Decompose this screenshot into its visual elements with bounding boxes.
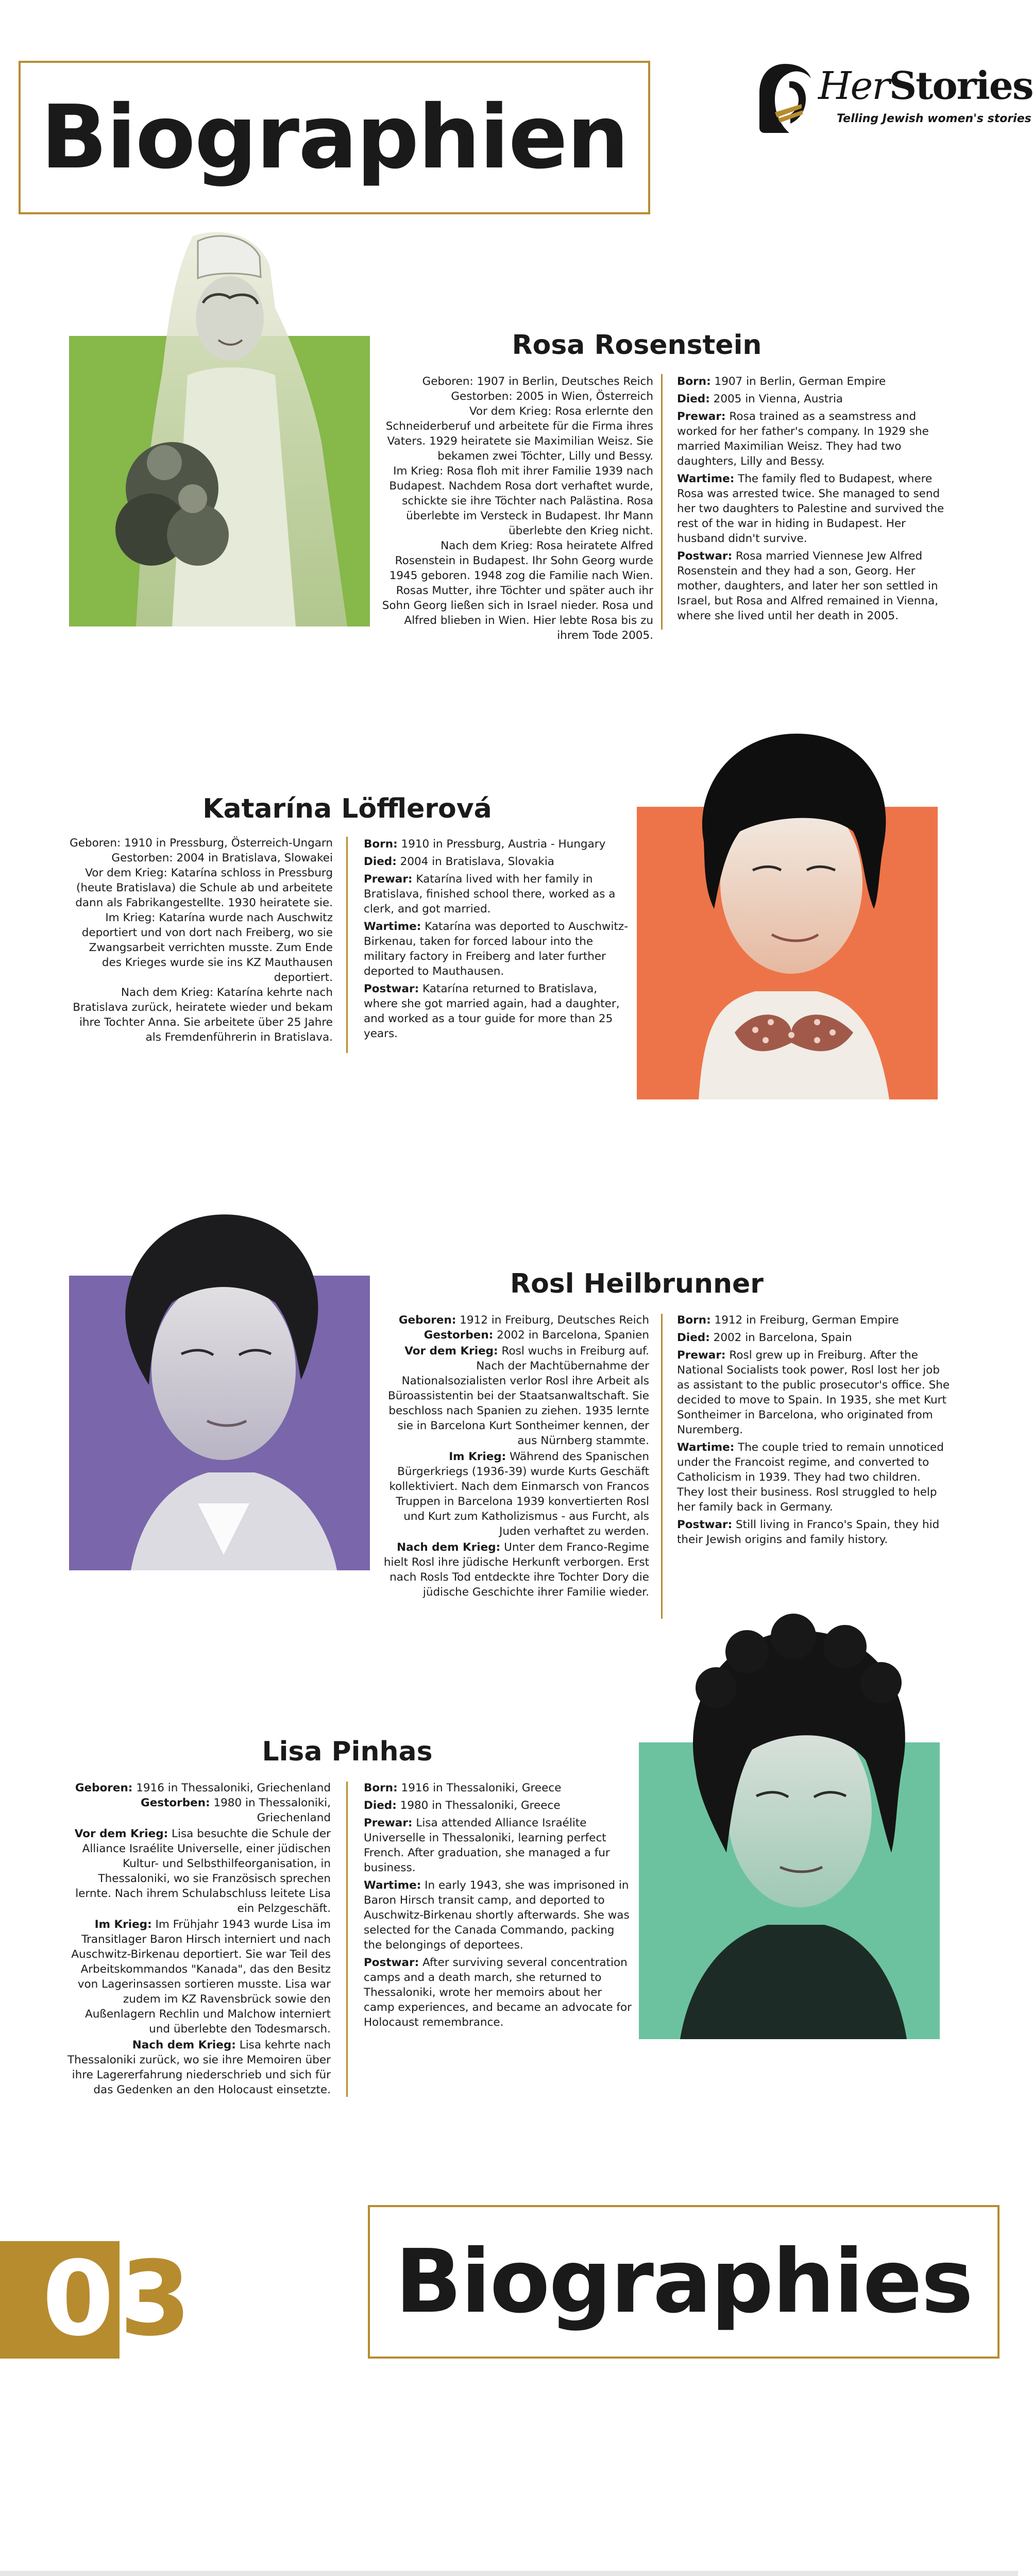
bio-rosl-column-divider — [661, 1314, 663, 1619]
bio-rosl-en-postwar: Postwar: Still living in Franco's Spain, they hid their Jewish origins and family history. — [677, 1518, 940, 1546]
bio-rosl-en-death: Died: 2002 in Barcelona, Spain — [677, 1331, 852, 1344]
bio-katarina-en-prewar: Prewar: Katarína lived with her family in Bratislava, finished school there, worked as a clerk, and got married. — [364, 873, 616, 916]
logo-tagline: Telling Jewish women's stories — [837, 112, 1031, 125]
woman-silhouette-icon — [759, 63, 811, 134]
page-bottom-edge — [0, 2571, 1018, 2576]
bio-rosl-de-death: Gestorben: 2002 in Barcelona, Spanien — [424, 1329, 649, 1342]
bio-katarina-de-birth: Geboren: 1910 in Pressburg, Österreich-Ungarn — [70, 837, 333, 850]
bio-rosa-de-postwar: Nach dem Krieg: Rosa heiratete Alfred Rosenstein in Budapest. Ihr Sohn Georg wurde 1945 geboren. 1948 zog die Familie nach Wien. Rosas Mutter, ihre Töchter und später auch ihr Sohn Georg ließen sich in Israel nieder. Rosa und Alfred blieben in Wien. Hier lebte Rosa bis zu ihrem Tode 2005. — [382, 539, 653, 642]
bio-lisa-en-postwar: Postwar: After surviving several concentration camps and a death march, she returned to Thessaloniki, wrote her memoirs about her camp experiences, and became an advocate for Holocaust remembrance. — [364, 1956, 632, 2029]
page-title-german: Biographien — [40, 87, 629, 189]
bio-lisa-en-prewar: Prewar: Lisa attended Alliance Israélite Universelle in Thessaloniki, learning perfect French. After graduation, she managed a fur business. — [364, 1817, 610, 1874]
bio-lisa-de-birth: Geboren: 1916 in Thessaloniki, Griechenland — [75, 1782, 331, 1794]
bio-lisa-en-death: Died: 1980 in Thessaloniki, Greece — [364, 1799, 561, 1812]
bio-rosa-en-wartime: Wartime: The family fled to Budapest, where Rosa was arrested twice. She managed to send her two daughters to Palestine and survived the rest of the war in hiding in Budapest. Her husband didn't survive. — [677, 472, 944, 545]
page-title-english: Biographies — [395, 2231, 973, 2333]
bio-rosl-en-wartime: Wartime: The couple tried to remain unnoticed under the Francoist regime, and converted to Catholicism in 1939. They had two children. They lost their business. Rosl struggled to help her family back in Germany. — [677, 1441, 944, 1514]
bio-lisa-english-text — [364, 1781, 632, 2032]
bio-rosa-en-prewar: Prewar: Rosa trained as a seamstress and worked for her father's company. In 1929 she married Maximilian Weisz. They had two daughters, Lilly and Bessy. — [677, 410, 929, 468]
bio-rosl-english-text — [677, 1313, 950, 1550]
katarina-portrait-image — [637, 713, 938, 1099]
rosa-portrait-image — [69, 221, 370, 626]
bio-katarina-en-postwar: Postwar: Katarína returned to Bratislava, where she got married again, had a daughter, and worked as a tour guide for more than 25 years. — [364, 982, 620, 1040]
bio-katarina-en-birth: Born: 1910 in Pressburg, Austria - Hungary — [364, 838, 606, 851]
bio-rosa-de-birth: Geboren: 1907 in Berlin, Deutsches Reich — [422, 375, 653, 388]
section-number-digit-3: 3 — [120, 2239, 192, 2359]
section-number-digit-0: 0 — [42, 2239, 114, 2359]
bio-rosl-en-birth: Born: 1912 in Freiburg, German Empire — [677, 1314, 899, 1327]
bio-lisa-de-postwar: Nach dem Krieg: Lisa kehrte nach Thessaloniki zurück, wo sie ihre Memoiren über ihre Lagererfahrung niederschrieb und sich für das Gedenken an den Holocaust einsetzte. — [67, 2039, 331, 2096]
bio-rosl-de-prewar: Vor dem Krieg: Rosl wuchs in Freiburg auf. Nach der Machtübernahme der Nationalsozialisten verlor Rosl ihre Arbeit als Büroassistentin bei der Staatsanwaltschaft. Sie beschloss nach Spanien zu ziehen. 1935 lernte sie in Barcelona Kurt Sontheimer kennen, der aus Nürnberg stammte. — [387, 1345, 649, 1447]
page-title-english-box — [368, 2205, 1000, 2359]
logo-wordmark — [818, 64, 1033, 108]
bio-rosl-de-postwar: Nach dem Krieg: Unter dem Franco-Regime hielt Rosl ihre jüdische Herkunft verborgen. Erst nach Rosls Tod entdeckte ihre Tochter Dory die jüdische Geschichte ihrer Familie wieder. — [383, 1541, 649, 1599]
bio-name-rosa-rosenstein: Rosa Rosenstein — [512, 330, 762, 361]
bio-lisa-en-birth: Born: 1916 in Thessaloniki, Greece — [364, 1782, 562, 1794]
bio-katarina-de-prewar: Vor dem Krieg: Katarína schloss in Pressburg (heute Bratislava) die Schule ab und arbeitete dann als Fabrikangestellte. 1930 heiratete sie. — [75, 867, 333, 909]
bio-rosa-english-text — [677, 374, 950, 626]
bio-katarina-english-text — [364, 837, 632, 1044]
bio-lisa-de-prewar: Vor dem Krieg: Lisa besuchte die Schule der Alliance Israélite Universelle, einer jüdischen Kultur- und Selbsthilfeorganisation, in Thessaloniki, wo sie Französisch sprechen lernte. Nach ihrem Schulabschluss leitete Lisa ein Pelzgeschäft. — [74, 1827, 331, 1915]
herstories-logo[interactable] — [759, 61, 1033, 138]
bio-rosl-de-birth: Geboren: 1912 in Freiburg, Deutsches Reich — [398, 1314, 649, 1327]
page-title-german-box — [19, 61, 650, 214]
bio-katarina-de-wartime: Im Krieg: Katarína wurde nach Auschwitz deportiert und von dort nach Freiberg, wo sie Zwangsarbeit verrichten musste. Zum Ende des Krieges wurde sie ins KZ Mauthausen deportiert. — [81, 911, 333, 984]
bio-rosa-column-divider — [661, 374, 663, 630]
bio-katarina-de-postwar: Nach dem Krieg: Katarína kehrte nach Bratislava zurück, heiratete wieder und bekam ihre Tochter Anna. Sie arbeitete über 25 Jahre als Fremdenführerin in Bratislava. — [73, 986, 333, 1044]
rosl-portrait-image — [69, 1194, 370, 1570]
bio-rosa-de-prewar: Vor dem Krieg: Rosa erlernte den Schneiderberuf und arbeitete für die Firma ihres Vaters. 1929 heiratete sie Maximilian Weisz. Sie bekamen zwei Töchter, Lilly und Bessy. — [385, 405, 653, 463]
bio-name-lisa-pinhas: Lisa Pinhas — [262, 1736, 433, 1767]
logo-brand-stories: Stories — [889, 64, 1033, 108]
bio-lisa-en-wartime: Wartime: In early 1943, she was imprisoned in Baron Hirsch transit camp, and deported to Auschwitz-Birkenau shortly afterwards. She was selected for the Canada Commando, packing the belongings of deportees. — [364, 1879, 630, 1952]
bio-rosa-en-postwar: Postwar: Rosa married Viennese Jew Alfred Rosenstein and they had a son, Georg. Her mother, daughters, and later her son settled in Israel, but Rosa and Alfred remained in Vienna, where she lived until her death in 2005. — [677, 550, 939, 622]
bio-rosa-de-wartime: Im Krieg: Rosa floh mit ihrer Familie 1939 nach Budapest. Nachdem Rosa dort verhaftet wurde, schickte sie ihre Töchter nach Palästina. Rosa überlebte im Versteck in Budapest. Ihr Mann überlebte den Krieg nicht. — [389, 465, 653, 537]
bio-rosl-german-text — [381, 1313, 649, 1600]
bio-katarina-german-text — [67, 836, 333, 1045]
lisa-portrait-image — [639, 1616, 940, 2039]
section-number-03 — [0, 2241, 206, 2359]
bio-name-katarina-lofflerova: Katarína Löfflerová — [202, 793, 492, 824]
bio-katarina-de-death: Gestorben: 2004 in Bratislava, Slowakei — [111, 852, 333, 865]
bio-rosa-en-birth: Born: 1907 in Berlin, German Empire — [677, 375, 886, 388]
bio-katarina-en-wartime: Wartime: Katarína was deported to Auschwitz-Birkenau, taken for forced labour into the military factory in Freiberg and later further deported to Mauthausen. — [364, 920, 628, 978]
bio-rosl-de-wartime: Im Krieg: Während des Spanischen Bürgerkriegs (1936-39) wurde Kurts Geschäft kollektiviert. Nach dem Einmarsch von Francos Truppen in Barcelona 1939 konvertierten Rosl und Kurt zum Katholizismus - aus Furcht, als Juden verhaftet zu werden. — [389, 1450, 649, 1538]
bio-rosl-en-prewar: Prewar: Rosl grew up in Freiburg. After the National Socialists took power, Rosl lost her job as assistant to the public prosecutor's office. She decided to move to Spain. In 1935, she met Kurt Sontheimer in Barcelona, who originated from Nuremberg. — [677, 1349, 950, 1436]
bio-lisa-de-death: Gestorben: 1980 in Thessaloniki, Griechenland — [141, 1797, 331, 1824]
bio-lisa-de-wartime: Im Krieg: Im Frühjahr 1943 wurde Lisa im Transitlager Baron Hirsch interniert und nach Auschwitz-Birkenau deportiert. Sie war Teil des Arbeitskommandos "Kanada", das den Besitz von Lagerinsassen sortieren musste. Lisa war zudem im KZ Ravensbrück sowie den Außenlagern Rechlin und Malchow interniert und überlebte den Todesmarsch. — [71, 1918, 331, 2036]
bio-katarina-en-death: Died: 2004 in Bratislava, Slovakia — [364, 855, 554, 868]
bio-katarina-column-divider — [346, 837, 348, 1053]
bio-rosa-en-death: Died: 2005 in Vienna, Austria — [677, 393, 843, 405]
bio-rosa-de-death: Gestorben: 2005 in Wien, Österreich — [451, 390, 653, 403]
logo-brand-her: Her — [818, 64, 889, 108]
bio-rosa-german-text — [381, 374, 653, 643]
bio-lisa-german-text — [67, 1781, 331, 2097]
bio-name-rosl-heilbrunner: Rosl Heilbrunner — [510, 1268, 764, 1299]
bio-lisa-column-divider — [346, 1782, 348, 2097]
